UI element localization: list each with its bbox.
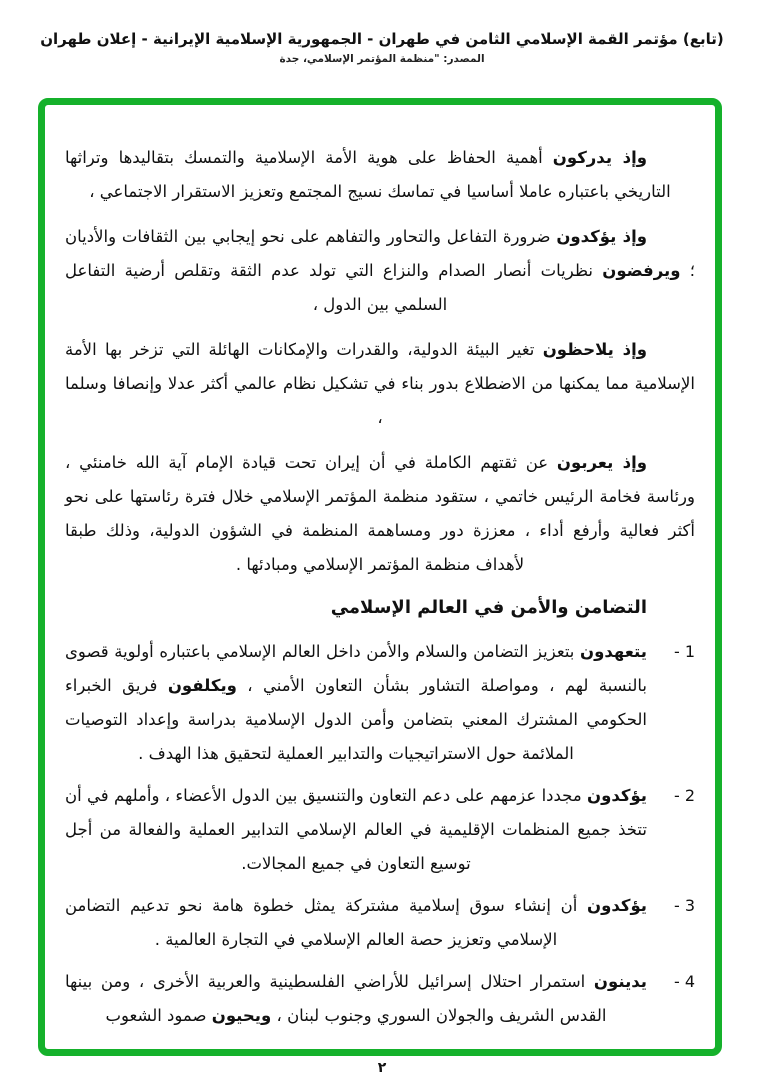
preamble-paragraph — [65, 220, 695, 322]
text-run: تغير البيئة الدولية، والقدرات والإمكانات الهائلة التي تزخر بها الأمة الإسلامية مما يمكنها من الاضطلاع بدور بناء في تشكيل نظام عالمي أكثر عدلا وإنصافا وسلما ، — [65, 340, 695, 427]
text-run: أن إنشاء سوق إسلامية مشتركة يمثل خطوة هامة نحو تدعيم التضامن الإسلامي وتعزيز حصة العالم الإسلامي في التجارة العالمية . — [65, 896, 587, 949]
text-run: استمرار احتلال إسرائيل للأراضي الفلسطينية والعربية الأخرى ، ومن بينها القدس الشريف والجولان السوري وجنوب لبنان ، — [65, 972, 607, 1025]
preamble-paragraphs — [65, 141, 695, 582]
bold-text-run: يؤكدون — [586, 896, 647, 915]
bold-text-run: وإذ يلاحظون — [542, 340, 647, 359]
preamble-paragraph — [65, 141, 695, 209]
list-item-text — [65, 635, 647, 771]
preamble-paragraph — [65, 333, 695, 435]
text-run: عن ثقتهم الكاملة في أن إيران تحت قيادة الإمام آية الله خامنئي ، ورئاسة فخامة الرئيس خاتمي ، ستقود منظمة المؤتمر الإسلامي خلال فترة رئاستها على نحو أكثر فعالية وأرفع أداء ، معززة دور ومساهمة المنظمة في الشؤون الدولية، وذلك طبقا لأهداف منظمة المؤتمر الإسلامي ومبادئها . — [65, 453, 695, 574]
content-border-box — [38, 98, 722, 1056]
list-item-number: 1 - — [673, 642, 695, 661]
list-item — [65, 965, 695, 1033]
text-run: نظريات أنصار الصدام والنزاع التي تولد عدم الثقة وتقلص أرضية التفاعل السلمي بين الدول ، — [65, 261, 603, 314]
bold-text-run: ويرفضون — [602, 261, 681, 280]
bold-text-run: وإذ يعربون — [556, 453, 647, 472]
document-title: (تابع) مؤتمر القمة الإسلامي الثامن في طهران - الجمهورية الإسلامية الإيرانية - إعلان طهران — [40, 30, 724, 48]
document-source-line: المصدر: "منظمة المؤتمر الإسلامي، جدة — [279, 53, 485, 65]
text-run: فريق الخبراء الحكومي المشترك المعني بتضامن وأمن الدول الإسلامية بدراسة وإعداد التوصيات الملائمة حول الاستراتيجيات والتدابير العملية لتحقيق هذا الهدف . — [65, 676, 647, 763]
list-item-number: 3 - — [673, 896, 695, 915]
bold-text-run: ويكلفون — [167, 676, 237, 695]
text-run: صمود الشعوب — [105, 1006, 212, 1025]
bold-text-run: وإذ يدركون — [552, 148, 647, 167]
preamble-paragraph — [65, 446, 695, 582]
list-item — [65, 889, 695, 957]
text-run: مجددا عزمهم على دعم التعاون والتنسيق بين الدول الأعضاء ، وأملهم في أن تتخذ جميع المنظمات الإقليمية في العالم الإسلامي التدابير العملية والفعالة من أجل توسيع التعاون في جميع المجالات. — [65, 786, 647, 873]
list-item — [65, 779, 695, 881]
list-item-text — [65, 965, 647, 1033]
bold-text-run: يؤكدون — [586, 786, 647, 805]
list-item-text — [65, 889, 647, 957]
section-heading: التضامن والأمن في العالم الإسلامي — [330, 597, 647, 618]
list-item-number: 4 - — [673, 972, 695, 991]
text-run: بتعزيز التضامن والسلام والأمن داخل العالم الإسلامي باعتباره أولوية قصوى بالنسبة لهم ، ومواصلة التشاور بشأن التعاون الأمني ، — [65, 642, 647, 695]
page-number: ٢ — [377, 1060, 387, 1076]
text-run: أهمية الحفاظ على هوية الأمة الإسلامية والتمسك بتقاليدها وتراثها التاريخي باعتباره عاملا أساسيا في تماسك نسيج المجتمع وتعزيز الاستقرار الاجتماعي ، — [65, 148, 671, 201]
numbered-list — [65, 635, 695, 1033]
bold-text-run: يدينون — [593, 972, 647, 991]
bold-text-run: ويحيون — [211, 1006, 272, 1025]
list-item-number: 2 - — [673, 786, 695, 805]
list-item — [65, 635, 695, 771]
text-run: ضرورة التفاعل والتحاور والتفاهم على نحو إيجابي بين الثقافات والأديان ؛ — [65, 227, 695, 280]
bold-text-run: يتعهدون — [579, 642, 647, 661]
bold-text-run: وإذ يؤكدون — [556, 227, 647, 246]
document-header — [0, 30, 764, 65]
list-item-text — [65, 779, 647, 881]
